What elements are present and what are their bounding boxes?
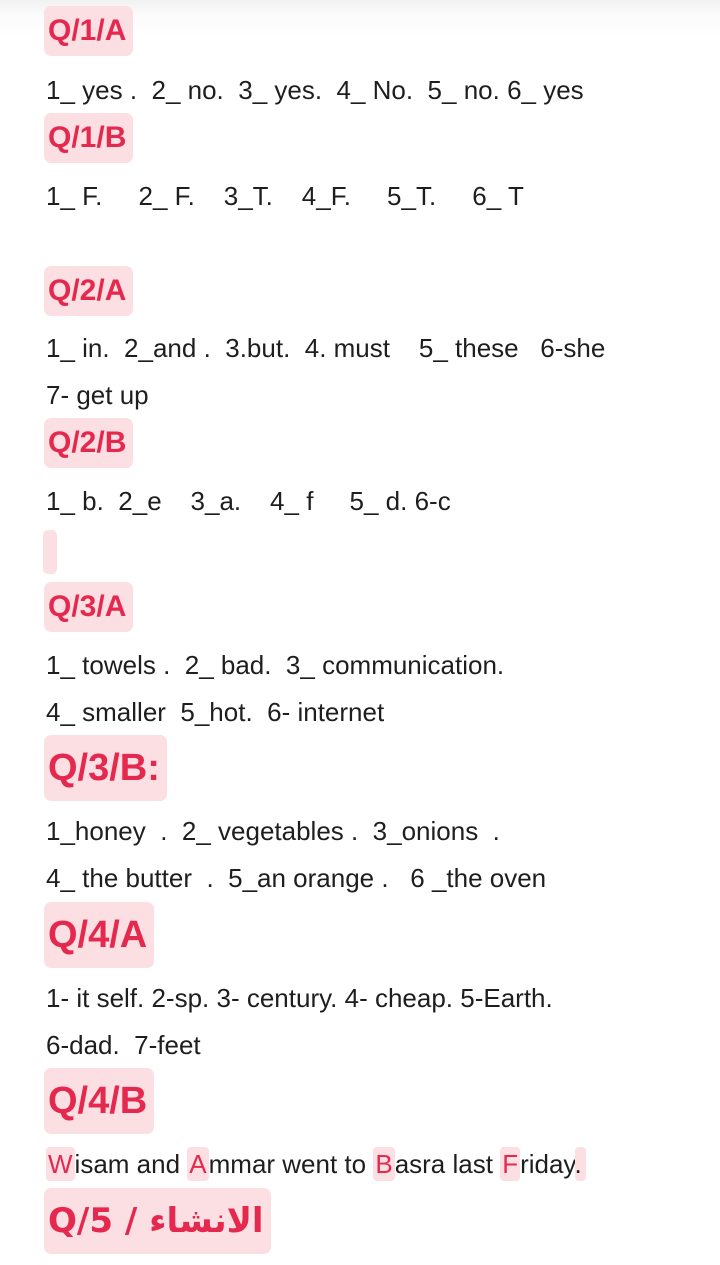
answers-q1b-line-1: 1_ F. 2_ F. 3_T. 4_F. 5_T. 6_ T [46, 181, 524, 211]
answers-q4a-line-1: 1- it self. 2-sp. 3- century. 4- cheap. 5-Earth. [46, 983, 553, 1013]
heading-q3a: Q/3/A [44, 582, 133, 632]
answers-q3a-line-1: 1_ towels . 2_ bad. 3_ communication. [46, 650, 505, 680]
answers-q2a-line-1: 1_ in. 2_and . 3.but. 4. must 5_ these 6-she [46, 333, 606, 363]
answers-q2b-line-1: 1_ b. 2_e 3_a. 4_ f 5_ d. 6-c [46, 486, 451, 516]
answers-q4b-sentence [46, 1148, 586, 1180]
sentence-part-1: isam and [74, 1149, 188, 1179]
heading-q4a: Q/4/A [44, 902, 154, 968]
answers-q3b-line-2: 4_ the butter . 5_an orange . 6 _the oven [46, 863, 547, 893]
empty-highlight-mark [43, 530, 57, 574]
heading-q2b: Q/2/B [44, 418, 133, 468]
sentence-part-2: mmar went to [208, 1149, 374, 1179]
heading-q1b: Q/1/B [44, 113, 133, 163]
heading-q1a: Q/1/A [44, 6, 133, 56]
answers-q1a-line-1: 1_ yes . 2_ no. 3_ yes. 4_ No. 5_ no. 6_ yes [46, 75, 584, 105]
answers-q2a-line-2: 7- get up [46, 380, 149, 410]
heading-q3b: Q/3/B: [44, 735, 167, 801]
heading-q2a: Q/2/A [44, 266, 133, 316]
heading-q5: Q/5 / الانشاء [44, 1188, 271, 1254]
sentence-part-4: riday [520, 1149, 575, 1179]
highlight-letter-w: W [48, 1149, 73, 1179]
highlight-letter-b: B [375, 1149, 393, 1179]
highlight-letter-f: F [502, 1149, 519, 1179]
sentence-part-3: asra last [394, 1149, 501, 1179]
sentence-period: . [575, 1147, 586, 1181]
heading-q4b: Q/4/B [44, 1068, 154, 1134]
highlight-letter-a: A [189, 1149, 207, 1179]
answers-q3a-line-2: 4_ smaller 5_hot. 6- internet [46, 697, 385, 727]
answers-q4a-line-2: 6-dad. 7-feet [46, 1030, 201, 1060]
answers-q3b-line-1: 1_honey . 2_ vegetables . 3_onions . [46, 816, 500, 846]
